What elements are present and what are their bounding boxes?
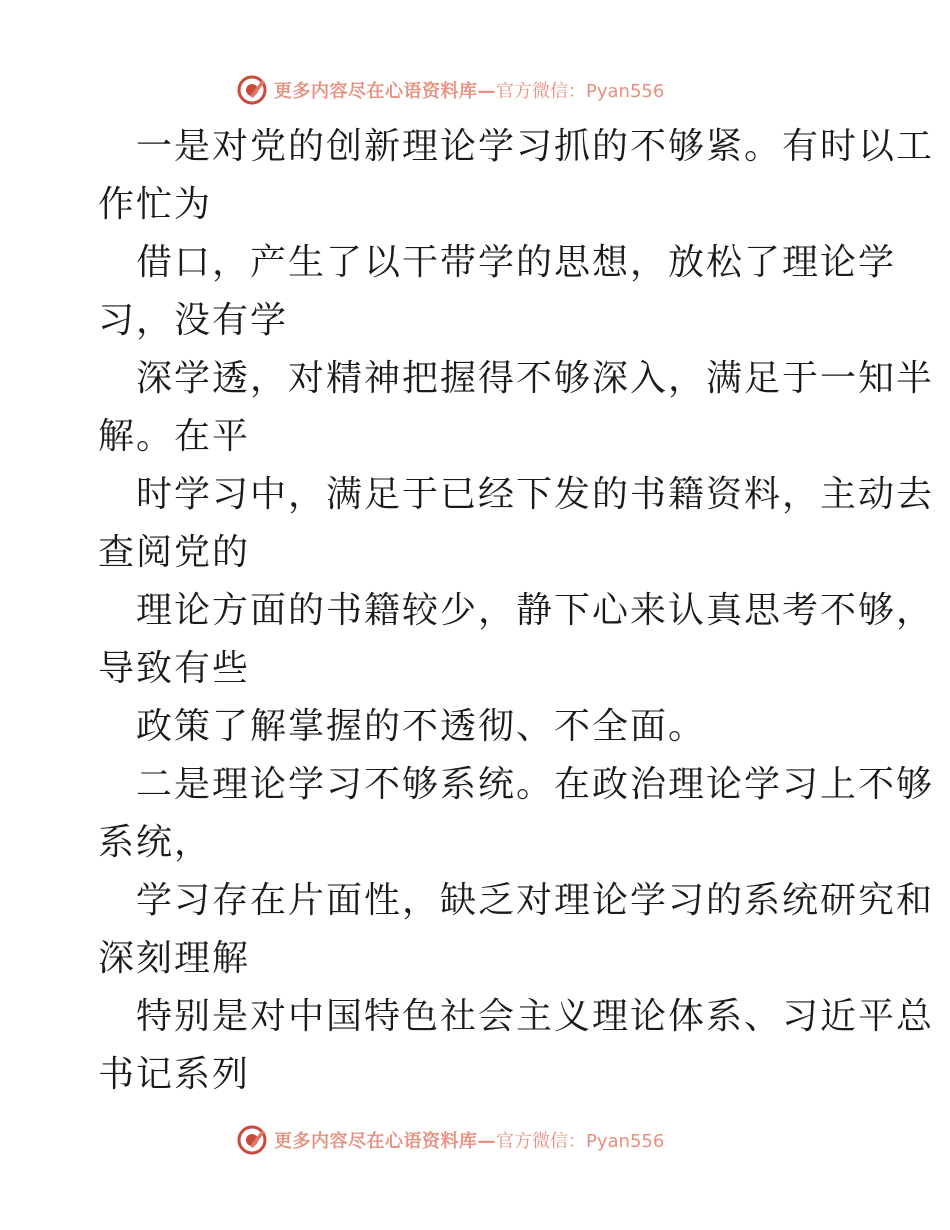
- watermark-contact: 官方微信：Pyan556: [496, 1131, 665, 1152]
- text-line: 深学透，对精神把握得不够深入，满足于一知半: [136, 358, 935, 399]
- text-line: 政策了解掌握的不透彻、不全面。: [136, 706, 707, 747]
- text-line: 系统，: [98, 822, 213, 863]
- watermark-text: 更多内容尽在心语资料库—: [274, 81, 496, 102]
- pen-circle-icon: [236, 74, 268, 106]
- text-line: 导致有些: [98, 648, 251, 689]
- watermark-text: 更多内容尽在心语资料库—: [274, 1131, 496, 1152]
- text-line: 学习存在片面性，缺乏对理论学习的系统研究和: [136, 880, 935, 921]
- text-line: 书记系列: [98, 1054, 251, 1095]
- text-line: 查阅党的: [98, 532, 251, 573]
- footer-watermark: [236, 1123, 664, 1157]
- text-line: 习，没有学: [98, 300, 289, 341]
- document-body: [98, 118, 935, 1104]
- text-line: 二是理论学习不够系统。在政治理论学习上不够: [136, 764, 935, 805]
- text-line: 深刻理解: [98, 938, 251, 979]
- text-line: 一是对党的创新理论学习抓的不够紧。有时以工: [136, 126, 935, 167]
- text-line: 作忙为: [98, 184, 213, 225]
- header-watermark: [236, 73, 664, 107]
- text-line: 解。在平: [98, 416, 251, 457]
- text-line: 时学习中，满足于已经下发的书籍资料，主动去: [136, 474, 935, 515]
- text-line: 理论方面的书籍较少，静下心来认真思考不够，: [136, 590, 935, 631]
- pen-circle-icon: [236, 1124, 268, 1156]
- text-line: 借口，产生了以干带学的思想，放松了理论学: [136, 242, 897, 283]
- watermark-contact: 官方微信：Pyan556: [496, 81, 665, 102]
- text-line: 特别是对中国特色社会主义理论体系、习近平总: [136, 996, 935, 1037]
